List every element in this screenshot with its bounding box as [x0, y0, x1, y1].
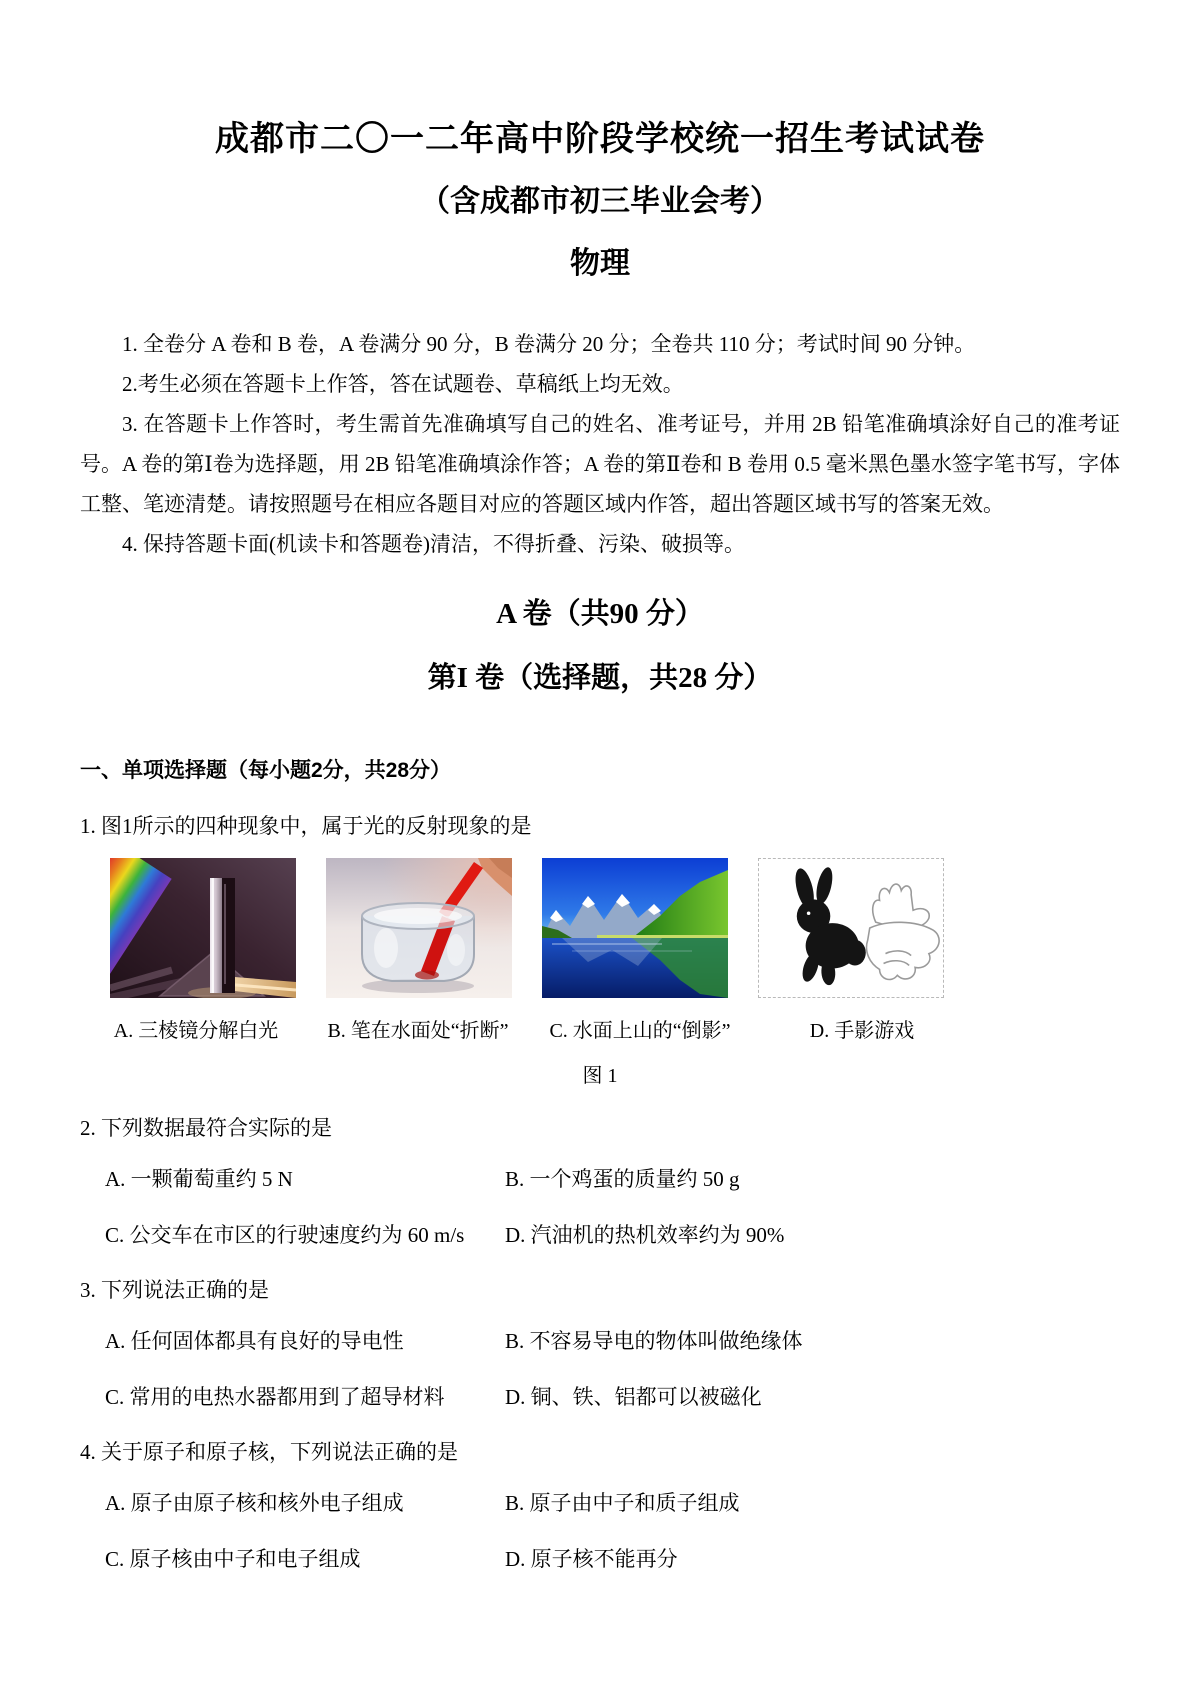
option-b: B. 一个鸡蛋的质量约 50 g: [505, 1167, 740, 1191]
question-text: 关于原子和原子核，下列说法正确的是: [101, 1440, 458, 1464]
notice-item: 1. 全卷分 A 卷和 B 卷，A 卷满分 90 分，B 卷满分 20 分；全卷共 110 分；考试时间 90 分钟。: [122, 332, 976, 356]
pen-bent-at-water-surface-photo: [326, 858, 512, 998]
mountain-reflection-in-lake-photo: [542, 858, 728, 998]
part1-heading: 第I 卷（选择题，共28 分）: [427, 662, 773, 694]
option-c: C. 原子核由中子和电子组成: [105, 1547, 361, 1571]
subject-title: 物理: [570, 247, 630, 280]
notice-item: 4. 保持答题卡面(机读卡和答题卷)清洁，不得折叠、污染、破损等。: [122, 532, 745, 556]
page-subtitle: （含成都市初三毕业会考）: [420, 185, 780, 218]
question-number: 2.: [80, 1116, 96, 1140]
notice-item: 3. 在答题卡上作答时，考生需首先准确填写自己的姓名、准考证号，并用 2B 铅笔准确填涂好自己的准考证号。A 卷的第Ⅰ卷为选择题，用 2B 铅笔准确填涂作答；A 卷的第Ⅱ卷和 B 卷用 0.5 毫米黑色墨水签字笔书写，字体工整、笔迹清楚。请按照题号在相应各题目对应的答题区域内作答，超出答题区域书写的答案无效。: [80, 412, 1120, 516]
figure-1-image-row: [110, 858, 1120, 998]
question-4-stem: [80, 1436, 1120, 1468]
question-2-options: [105, 1164, 1120, 1250]
exam-notices: [80, 324, 1120, 564]
question-1-stem: [80, 810, 1120, 842]
option-b: B. 原子由中子和质子组成: [505, 1491, 740, 1515]
figure-1-captions: [100, 1014, 1120, 1043]
question-4-options: [105, 1488, 1120, 1574]
question-3-options: [105, 1326, 1120, 1412]
question-number: 4.: [80, 1440, 96, 1464]
volume-a-heading: A 卷（共90 分）: [496, 598, 704, 630]
question-number: 1.: [80, 814, 96, 838]
caption-b: B. 笔在水面处“折断”: [327, 1020, 509, 1042]
option-c: C. 常用的电热水器都用到了超导材料: [105, 1385, 445, 1409]
option-d: D. 铜、铁、铝都可以被磁化: [505, 1385, 762, 1409]
caption-d: D. 手影游戏: [809, 1020, 915, 1042]
hand-shadow-game-photo: [758, 858, 944, 998]
figure-1-label: 图 1: [582, 1065, 618, 1087]
question-text: 下列说法正确的是: [101, 1278, 269, 1302]
option-a: A. 原子由原子核和核外电子组成: [105, 1491, 404, 1515]
prism-disperses-white-light-photo: [110, 858, 296, 998]
notice-item: 2.考生必须在答题卡上作答，答在试题卷、草稿纸上均无效。: [122, 372, 684, 396]
option-d: D. 原子核不能再分: [505, 1547, 678, 1571]
option-c: C. 公交车在市区的行驶速度约为 60 m/s: [105, 1223, 465, 1247]
option-a: A. 一颗葡萄重约 5 N: [105, 1167, 293, 1191]
caption-c: C. 水面上山的“倒影”: [549, 1020, 731, 1042]
option-b: B. 不容易导电的物体叫做绝缘体: [505, 1329, 803, 1353]
question-2-stem: [80, 1112, 1120, 1144]
section-single-choice-header: 一、单项选择题（每小题2分，共28分）: [80, 759, 452, 782]
question-text: 下列数据最符合实际的是: [101, 1116, 332, 1140]
question-3-stem: [80, 1274, 1120, 1306]
option-a: A. 任何固体都具有良好的导电性: [105, 1329, 404, 1353]
page-title: 成都市二〇一二年高中阶段学校统一招生考试试卷: [215, 121, 985, 158]
option-d: D. 汽油机的热机效率约为 90%: [505, 1223, 785, 1247]
question-number: 3.: [80, 1278, 96, 1302]
caption-a: A. 三棱镜分解白光: [113, 1020, 279, 1042]
question-text: 图1所示的四种现象中，属于光的反射现象的是: [101, 814, 532, 838]
